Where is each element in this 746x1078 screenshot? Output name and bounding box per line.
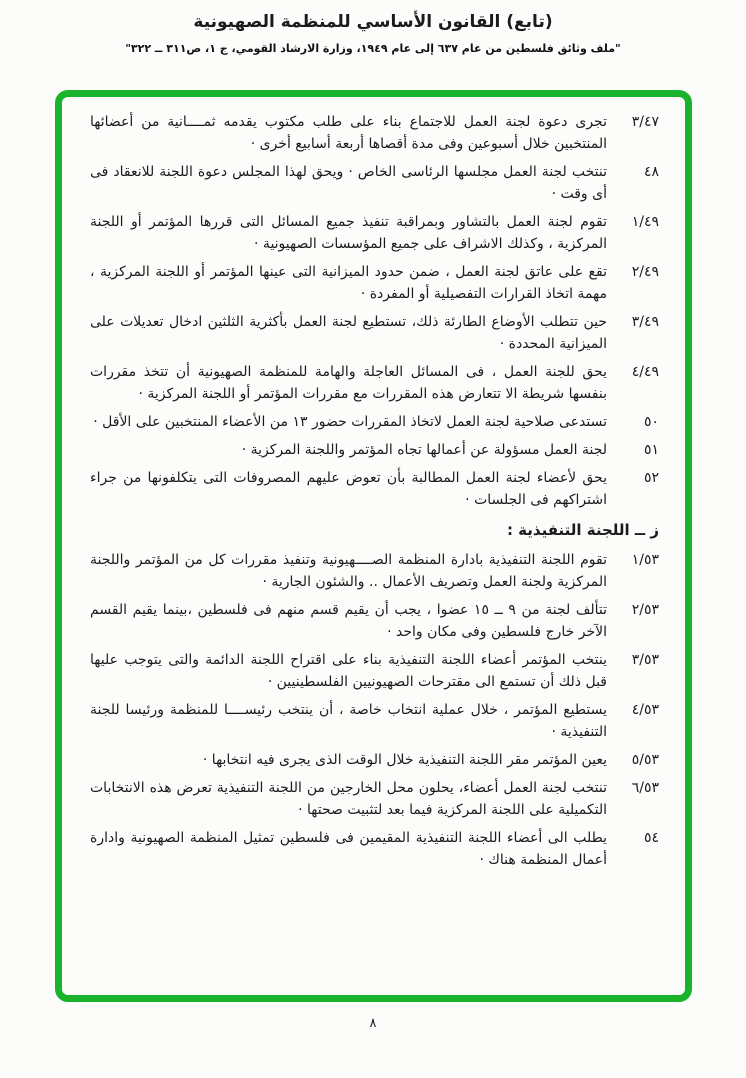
clause-number: ١/٥٣	[631, 552, 659, 568]
clause-number: ٣/٤٩	[631, 314, 659, 330]
clause-item	[90, 111, 659, 155]
clause-text: يحق للجنة العمل ، فى المسائل العاجلة والهامة للمنظمة الصهيونية أن تتخذ مقررات بنفسها شريطة الا تتعارض هذه المقررات مع مقررات المؤتمر أو اللجنة المركزية ·	[90, 364, 607, 402]
clause-text: تقوم اللجنة التنفيذية بادارة المنظمة الصــــهيونية وتنفيذ مقررات كل من المؤتمر واللجنة المركزية ولجنة العمل وتصريف الأعمال .. والشئون الجارية ·	[90, 552, 607, 590]
clause-number: ٥٠	[643, 414, 659, 430]
clause-text: تجرى دعوة لجنة العمل للاجتماع بناء على طلب مكتوب يقدمه ثمــــانية من أعضائها المنتخبين خلال أسبوعين وفى مدة أقصاها أربعة أسابيع أخرى ·	[90, 114, 607, 152]
clause-item	[90, 649, 659, 693]
clause-item	[90, 599, 659, 643]
clause-item	[90, 467, 659, 511]
clause-number: ٥٤	[643, 830, 659, 846]
highlighted-clauses-box	[55, 90, 692, 1002]
clause-number: ٣/٤٧	[631, 114, 659, 130]
clause-number: ٥١	[643, 442, 659, 458]
clause-number: ١/٤٩	[631, 214, 659, 230]
clause-text: تقوم لجنة العمل بالتشاور وبمراقبة تنفيذ جميع المسائل التى قررها المؤتمر أو اللجنة المركزية ، وكذلك الاشراف على جميع المؤسسات الصهيونية ·	[90, 214, 607, 252]
clause-item	[90, 411, 659, 433]
clause-number: ٥٢	[643, 470, 659, 486]
clause-item	[90, 161, 659, 205]
clause-text: يعين المؤتمر مقر اللجنة التنفيذية خلال الوقت الذى يجرى فيه انتخابها ·	[202, 752, 607, 768]
clause-text: حين تتطلب الأوضاع الطارئة ذلك، تستطيع لجنة العمل بأكثرية الثلثين ادخال تعديلات على الميزانية المحددة ·	[90, 314, 607, 352]
clause-list-executive-committee	[90, 549, 659, 871]
clause-text: تنتخب لجنة العمل أعضاء، يحلون محل الخارجين من اللجنة التنفيذية تعرض هذه الانتخابات التكميلية على اللجنة المركزية فيما بعد لتثبيت صحتها ·	[90, 780, 607, 818]
clause-number: ٦/٥٣	[631, 780, 659, 796]
clause-number: ٤٨	[643, 164, 659, 180]
clause-item	[90, 361, 659, 405]
clause-text: ينتخب المؤتمر أعضاء اللجنة التنفيذية بناء على اقتراح اللجنة الدائمة والتى يتوجب عليها قبل ذلك أن تستمع الى مقترحات الصهيونيين الفلسطينيين ·	[90, 652, 607, 690]
clause-number: ٥/٥٣	[631, 752, 659, 768]
page-number: ٨	[369, 1016, 377, 1031]
clause-item	[90, 261, 659, 305]
clause-text: لجنة العمل مسؤولة عن أعمالها تجاه المؤتمر واللجنة المركزية ·	[241, 442, 607, 458]
clause-item	[90, 827, 659, 871]
clause-item	[90, 749, 659, 771]
document-header	[0, 0, 746, 55]
clause-text: يستطيع المؤتمر ، خلال عملية انتخاب خاصة ، أن ينتخب رئيســــا للمنظمة ورئيسا للجنة التنفيذية ·	[90, 702, 607, 740]
section-heading-executive-committee: ز ــ اللجنة التنفيذية :	[506, 521, 659, 539]
clause-number: ٤/٤٩	[631, 364, 659, 380]
clause-item	[90, 439, 659, 461]
clause-item	[90, 777, 659, 821]
clause-item	[90, 311, 659, 355]
clause-text: تنتخب لجنة العمل مجلسها الرئاسى الخاص · ويحق لهذا المجلس دعوة اللجنة للانعقاد فى أى وقت ·	[90, 164, 607, 202]
clause-text: تقع على عاتق لجنة العمل ، ضمن حدود الميزانية التى عينها المؤتمر أو اللجنة المركزية ، مهمة اتخاذ القرارات التفصيلية أو المفردة ·	[90, 264, 607, 302]
clause-text: تستدعى صلاحية لجنة العمل لاتخاذ المقررات حضور ١٣ من الأعضاء المنتخبين على الأقل ·	[93, 414, 607, 430]
clause-item	[90, 549, 659, 593]
clause-text: يحق لأعضاء لجنة العمل المطالبة بأن تعوض عليهم المصروفات التى يتكلفونها من جراء اشتراكهم فى الجلسات ·	[90, 470, 607, 508]
clause-list-work-committee	[90, 111, 659, 511]
clause-number: ٢/٤٩	[631, 264, 659, 280]
clause-item	[90, 211, 659, 255]
clause-number: ٣/٥٣	[631, 652, 659, 668]
clause-item	[90, 699, 659, 743]
document-title: (تابع) القانون الأساسي للمنظمة الصهيونية	[193, 12, 553, 32]
clause-number: ٤/٥٣	[631, 702, 659, 718]
clause-number: ٢/٥٣	[631, 602, 659, 618]
clause-text: تتألف لجنة من ٩ ــ ١٥ عضوا ، يجب أن يقيم قسم منهم فى فلسطين ،بينما يقيم القسم الآخر خارج فلسطين وفى مكان واحد ·	[90, 602, 607, 640]
clause-text: يطلب الى أعضاء اللجنة التنفيذية المقيمين فى فلسطين تمثيل المنظمة الصهيونية وادارة أعمال المنظمة هناك ·	[90, 830, 607, 868]
source-citation: "ملف وثائق فلسطين من عام ٦٣٧ إلى عام ١٩٤٩، وزارة الارشاد القومي، ج ١، ص٣١١ ــ ٣٢٢"	[125, 42, 621, 55]
